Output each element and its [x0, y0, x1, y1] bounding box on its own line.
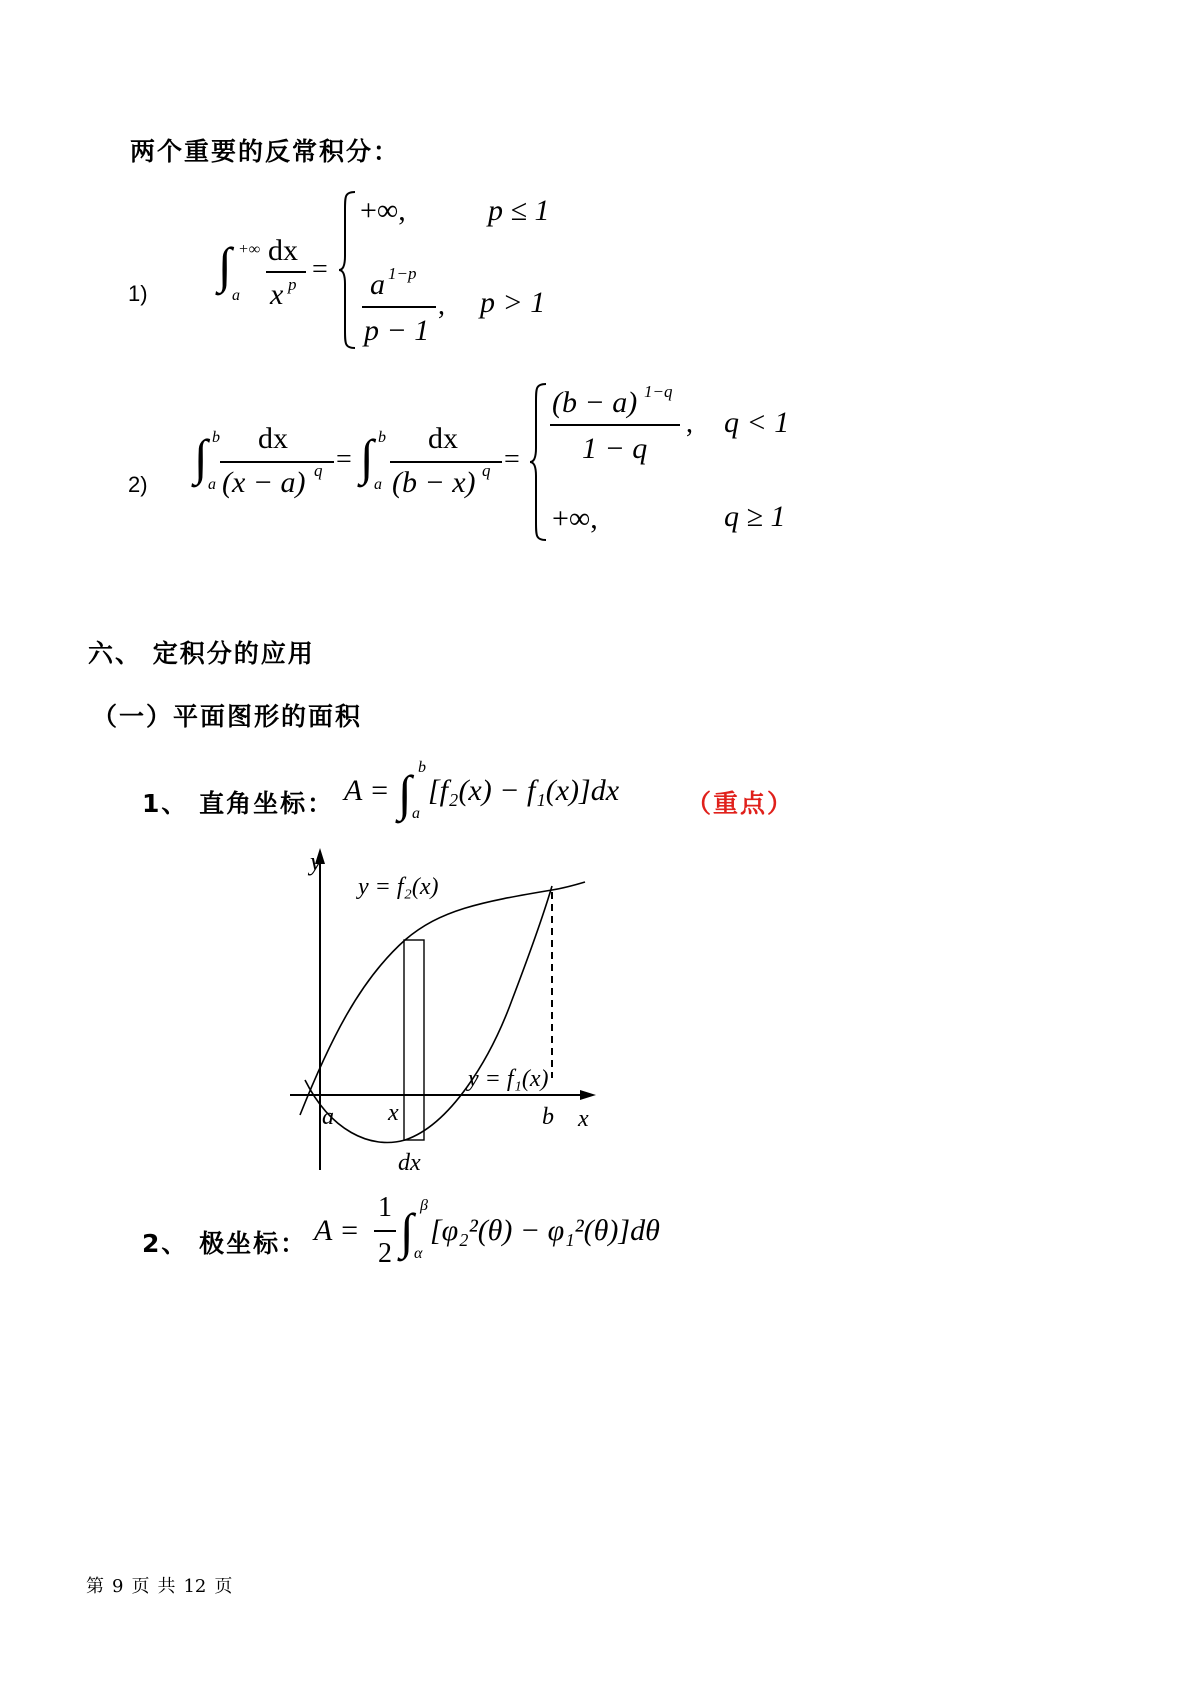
case2-condition: q ≥ 1: [724, 500, 786, 533]
half-denominator: 2: [378, 1238, 392, 1269]
footer-word: 页: [131, 1576, 150, 1597]
f1-label: y = f₁(x): [468, 1066, 549, 1092]
left-brace: [337, 190, 359, 350]
intro-heading: 两个重要的反常积分：: [130, 137, 401, 166]
half-numerator: 1: [378, 1192, 392, 1223]
case1-value: +∞,: [360, 194, 406, 227]
case1-condition: p ≤ 1: [488, 194, 550, 227]
case2-condition: p > 1: [480, 286, 546, 319]
case2-fraction-bar: [362, 306, 436, 308]
upper-limit: +∞: [238, 241, 261, 258]
lower-limit: a: [412, 805, 420, 822]
denominator-left: (x − a): [222, 466, 306, 499]
x-axis-arrow-icon: [580, 1090, 596, 1100]
dx-label: dx: [398, 1150, 421, 1176]
b-label: b: [542, 1104, 554, 1130]
comma: ,: [686, 408, 693, 439]
area-lhs: A =: [344, 774, 390, 807]
item-number: 2): [128, 472, 148, 497]
total-pages: 12: [183, 1576, 207, 1597]
footer-word: 第: [86, 1576, 104, 1597]
case1-numerator-exponent: 1−q: [644, 382, 673, 401]
integrand: [f₂(x) − f₁(x)]dx: [428, 774, 620, 807]
numerator-right: dx: [428, 422, 458, 455]
denominator-exponent: p: [288, 275, 297, 294]
subsection-heading: （一）平面图形的面积: [92, 702, 363, 731]
polar-label: 2、 极坐标：: [142, 1229, 308, 1258]
upper-limit: b: [378, 429, 386, 446]
polar-integrand: [φ₂²(θ) − φ₁²(θ)]dθ: [430, 1214, 660, 1247]
integral-sign: ∫: [360, 429, 374, 485]
section-heading: 六、 定积分的应用: [88, 639, 315, 668]
upper-limit: β: [420, 1197, 428, 1214]
equals-sign: =: [312, 254, 328, 285]
y-axis-label: y: [310, 847, 322, 876]
exponent-right: q: [482, 461, 491, 480]
case2-denominator: p − 1: [364, 314, 430, 347]
page-number: 9: [112, 1576, 124, 1597]
case1-denominator: 1 − q: [582, 432, 648, 465]
case2-numerator-exponent: 1−p: [388, 264, 417, 283]
x-label: x: [388, 1100, 399, 1126]
footer-word: 共: [157, 1576, 176, 1597]
case1-fraction-bar: [550, 424, 680, 426]
area-figure: [290, 840, 620, 1180]
integral-sign: ∫: [398, 765, 412, 821]
strip-rectangle: [404, 940, 424, 1140]
a-label: a: [322, 1104, 334, 1130]
denominator-base: x: [270, 278, 284, 311]
page-footer: [86, 1572, 240, 1598]
case1-condition: q < 1: [724, 406, 790, 439]
f2-label: y = f₂(x): [358, 874, 439, 900]
exponent-left: q: [314, 461, 323, 480]
upper-limit: b: [418, 759, 426, 776]
half-fraction-bar: [374, 1230, 396, 1232]
left-brace: [528, 382, 550, 542]
comma: ,: [438, 290, 445, 321]
item-number: 1): [128, 281, 148, 306]
case1-numerator: (b − a): [552, 386, 638, 419]
integral-sign: ∫: [400, 1203, 414, 1259]
case2-value: +∞,: [552, 502, 598, 535]
footer-word: 页: [214, 1576, 233, 1597]
numerator: dx: [268, 234, 298, 267]
lower-limit: a: [232, 287, 240, 304]
key-point-note: （重点）: [686, 789, 795, 818]
polar-lhs: A =: [314, 1214, 360, 1247]
upper-limit: b: [212, 429, 220, 446]
case2-numerator: a: [370, 268, 385, 301]
denominator-right: (b − x): [392, 466, 476, 499]
numerator-left: dx: [258, 422, 288, 455]
integral-sign: ∫: [218, 237, 232, 293]
fraction-bar: [266, 271, 306, 273]
lower-limit: α: [414, 1245, 423, 1262]
equals-sign: =: [504, 444, 520, 475]
equals-sign: =: [336, 444, 352, 475]
rect-label: 1、 直角坐标：: [142, 789, 335, 818]
x-axis-label: x: [578, 1106, 589, 1132]
lower-limit: a: [374, 476, 382, 493]
integral-sign: ∫: [194, 429, 208, 485]
lower-limit: a: [208, 476, 216, 493]
